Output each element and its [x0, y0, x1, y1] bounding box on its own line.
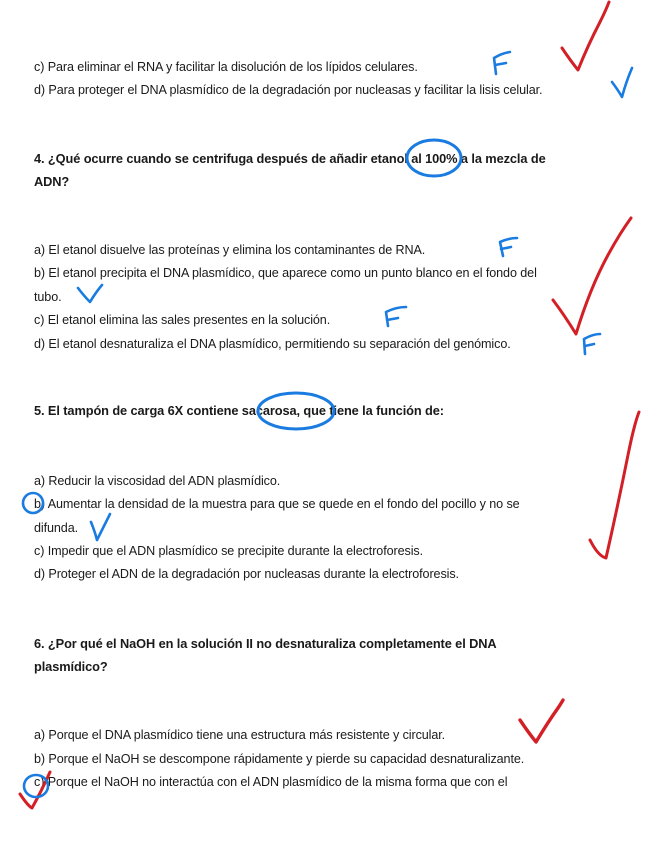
checkmark-icon [520, 700, 563, 742]
q4-title: 4. ¿Qué ocurre cuando se centrifuga después de añadir etanol al 100% a la mezcla de [34, 151, 546, 166]
false-mark-icon [386, 307, 406, 326]
checkmark-icon [590, 412, 639, 558]
q6-title-cont: plasmídico? [34, 659, 108, 674]
q5-option-b-cont: difunda. [34, 521, 79, 535]
q3-option-d: d) Para proteger el DNA plasmídico de la degradación por nucleasas y facilitar la lisis celular. [34, 83, 543, 97]
q4-option-b-cont: tubo. [34, 290, 62, 304]
q6-option-c: c) Porque el NaOH no interactúa con el ADN plasmídico de la misma forma que con el [34, 775, 508, 789]
q6-option-b: b) Porque el NaOH se descompone rápidamente y pierde su capacidad desnaturalizante. [34, 752, 525, 766]
q4-option-d: d) El etanol desnaturaliza el DNA plasmídico, permitiendo su separación del genómico. [34, 337, 511, 351]
q3-option-c: c) Para eliminar el RNA y facilitar la disolución de los lípidos celulares. [34, 60, 418, 74]
check-mark-icon [612, 68, 632, 97]
q5-title: 5. El tampón de carga 6X contiene sacarosa, que tiene la función de: [34, 403, 444, 418]
false-mark-icon [500, 238, 517, 256]
q6-title: 6. ¿Por qué el NaOH en la solución II no desnaturaliza completamente el DNA [34, 636, 497, 651]
false-mark-icon [584, 334, 600, 354]
q4-option-c: c) El etanol elimina las sales presentes en la solución. [34, 313, 331, 327]
q5-option-c: c) Impedir que el ADN plasmídico se precipite durante la electroforesis. [34, 544, 423, 558]
q6-option-a: a) Porque el DNA plasmídico tiene una estructura más resistente y circular. [34, 728, 446, 742]
q5-option-a: a) Reducir la viscosidad del ADN plasmídico. [34, 474, 281, 488]
checkmark-icon [553, 218, 631, 334]
false-mark-icon [494, 52, 510, 74]
checkmark-icon [562, 2, 609, 70]
q5-option-d: d) Proteger el ADN de la degradación por nucleasas durante la electroforesis. [34, 567, 459, 581]
check-mark-icon [78, 285, 102, 302]
q4-option-a: a) El etanol disuelve las proteínas y elimina los contaminantes de RNA. [34, 243, 426, 257]
q4-title-cont: ADN? [34, 174, 70, 189]
check-mark-icon [91, 514, 110, 540]
q4-option-b: b) El etanol precipita el DNA plasmídico, que aparece como un punto blanco en el fondo del [34, 266, 537, 280]
q5-option-b: b) Aumentar la densidad de la muestra para que se quede en el fondo del pocillo y no se [34, 497, 520, 511]
